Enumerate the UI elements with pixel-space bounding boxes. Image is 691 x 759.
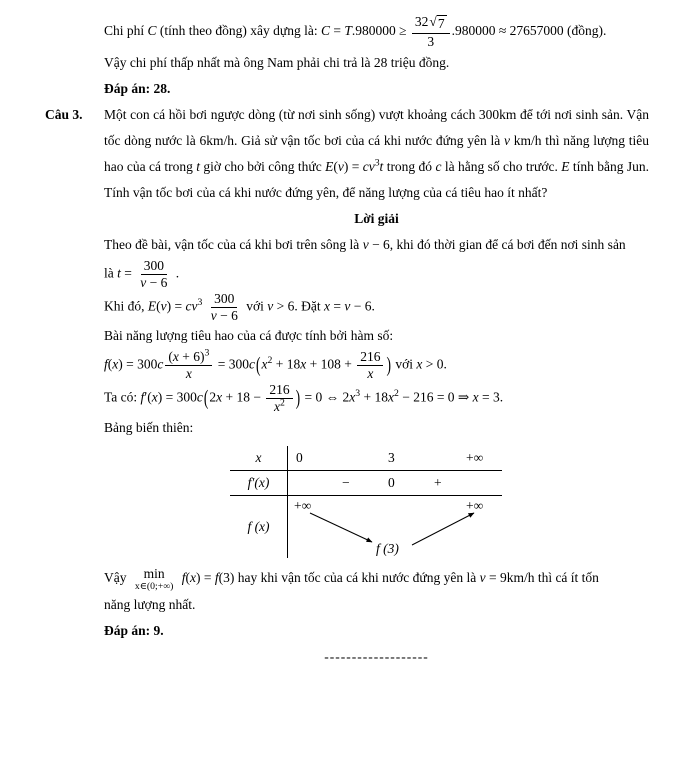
denominator [424,34,437,50]
text-run: + 6) [178,349,205,365]
text-run: 3 [197,296,203,308]
text-run: là hằng số cho trước. [441,158,562,174]
text-run: v [503,132,510,148]
text-run: ) = 300 [118,357,158,372]
text-run: 2 [267,355,273,367]
text-run: t [117,265,121,281]
text-run: x [261,357,268,372]
variation-table [230,446,502,558]
text-run: = 9km/h thì cá ít tốn [485,570,599,586]
text-run: x [274,399,281,415]
text-run: t [379,158,384,174]
question-3-block [45,102,650,206]
text-run: tính bằng Jun. Tính vận tốc bơi của cá khi nước đứng yên, để năng lượng của cá tiêu hao ít nhất? [104,158,650,200]
text-run: với [391,357,417,372]
text-run: Một con cá hồi bơi ngược dòng (từ nơi sinh sống) vượt khoảng cách 300km để tới nơi sinh sản. Vận tốc dòng nước là 6km/h. Giả sử vận tốc bơi của cá khi nước đứng yên là [104,106,649,148]
text-run: = [329,22,345,38]
text-run: x [323,298,330,314]
text-run: v [160,298,167,314]
table-row-f [230,496,502,558]
text-run: Bài năng lượng tiêu hao của cá được tính bởi hàm số: [104,328,394,344]
text-run: 300 [143,257,164,273]
text-run: (tính theo đồng) xây dựng là: [156,22,321,38]
min-conclusion-line-2 [104,592,649,618]
numerator [357,349,383,366]
text-run: 3 [427,33,435,49]
numerator [211,291,237,308]
text-run: − 6. [350,298,375,314]
text-run: 216 [269,382,290,398]
text-run: ′( [144,389,152,405]
text-run: ( [255,352,261,377]
radical-sign-icon: √ [429,14,437,29]
text-run: + 18 [360,389,388,405]
river-speed-line [104,232,649,258]
fraction [357,349,383,382]
fraction [208,291,241,324]
text-run: x [172,349,179,365]
text-run: . [172,265,180,281]
variation-arrows [288,496,502,558]
text-run: 7 [437,16,445,31]
answer-28-line [104,76,649,102]
fraction [137,258,170,291]
table-row-x [230,446,502,471]
text-run: c [196,389,203,405]
f-minimum-value: f (3) [376,541,399,557]
text-run: v [362,236,369,252]
text-run: x [387,389,394,405]
text-run: .980000 ≈ 27657000 (đồng). [451,22,607,38]
text-run: Đáp án: 9. [104,623,164,639]
text-run: = 3. [478,389,504,405]
derivative-line [104,382,649,415]
text-run: x [112,357,119,372]
text-run: năng lượng nhất. [104,597,196,613]
x-value-3: 3 [388,450,395,466]
text-run: với [242,298,268,314]
text-run: v [337,158,344,174]
text-run: 216 [360,349,381,365]
f-limit-left: +∞ [294,498,312,514]
text-run: ( [185,570,191,586]
text-run: ) = [343,158,363,174]
table-row-fprime [230,471,502,496]
text-run: x [472,389,479,405]
text-run: 300 [214,290,235,306]
fprime-sign-minus: − [342,475,350,491]
text-run: Đáp án: 28. [104,80,171,96]
energy-function-intro-line [104,323,649,349]
text-run: x [416,357,423,372]
min-conclusion-line [104,565,649,592]
text-run: (3) hay khi vận tốc của cá khi nước đứng yên là [218,570,480,586]
variation-table-label: Bảng biến thiên: [104,420,194,436]
text-run [202,298,205,313]
text-run: 3 [374,157,380,169]
answer-9-line [104,618,649,644]
text-run: = [120,265,136,281]
text-run: Vậy chi phí thấp nhất mà ông Nam phải chi trả là 28 triệu đồng. [104,54,450,70]
text-run: f [140,389,145,405]
text-run: ( [333,158,338,174]
numerator [141,258,167,275]
text-run: − 6 [216,307,238,323]
text-run: + 18 [272,357,301,372]
x-value-infinity: +∞ [466,450,484,466]
denominator [271,399,288,415]
text-run: x∈(0;+∞) [134,580,174,592]
fprime-zero: 0 [388,475,395,491]
text-run: Chi phí [104,22,148,38]
text-run: ( [168,349,173,365]
table-header-x: x [230,446,288,470]
numerator [266,382,292,399]
numerator [165,349,212,366]
text-run: E [561,158,570,174]
fprime-sign-plus: + [434,475,442,491]
text-run: 2 [280,397,285,409]
text-run: + 108 + [306,357,356,372]
table-x-values [288,446,502,470]
text-run: Khi đó, [104,298,148,314]
table-f-values [288,496,502,558]
text-run: x [190,570,197,586]
solution-heading: Lời giải [354,210,399,226]
increasing-arrow [412,513,474,545]
text-run: c [248,357,255,372]
text-run: ) [386,352,391,377]
text-run: min [143,565,165,581]
numerator [412,14,450,34]
text-run: 3 [204,348,210,360]
text-run: c [157,357,164,372]
text-run: cv [185,298,198,314]
text-run: giờ cho bởi công thức [199,158,326,174]
text-run: c [435,158,442,174]
cost-line [104,14,649,50]
fx-formula-line [104,349,649,382]
text-run: = [329,298,345,314]
text-run: v [344,298,351,314]
text-run: ( [107,357,113,372]
text-run: E [325,158,334,174]
text-run: .980000 ≥ [351,22,410,38]
text-run: ( [156,298,161,314]
text-run: = 300 [214,357,249,372]
time-formula-line [104,258,649,291]
text-run: Ta có: [104,389,141,405]
text-run: v [479,570,486,586]
text-run: x [216,389,223,405]
text-run: ) = [196,570,215,586]
end-divider: ------------------- [324,649,429,665]
denominator [137,275,170,291]
text-run: − 6, khi đó thời gian để cá bơi đến nơi sinh sản [368,236,626,252]
fraction [412,14,450,50]
text-run: − 216 = 0 ⇒ [398,389,473,405]
denominator [208,308,241,324]
denominator [183,366,195,382]
text-run: v [210,307,217,323]
text-run: x [151,389,158,405]
text-run: là [104,265,118,281]
table-header-fprime: f′(x) [230,471,288,495]
text-run: Theo đề bài, vận tốc của cá khi bơi trên sông là [104,236,363,252]
text-run: C [320,22,330,38]
text-run: 3 [355,388,361,400]
text-run: T [344,22,352,38]
text-run: + 18 − [222,389,265,405]
text-run: ) = 300 [157,389,197,405]
text-run: km/h thì năng lượng tiêu hao của cá trong [104,132,649,174]
energy-formula-line [104,291,649,324]
text-run: = 0 ⇔ 2 [301,389,350,405]
text-run: v [140,274,147,290]
text-run: 2 [209,389,217,405]
text-run: x [185,366,192,382]
denominator [132,582,177,593]
x-value-0: 0 [296,450,303,466]
text-run: f [104,357,108,372]
lowest-cost-line [104,50,649,76]
table-header-f: f (x) [230,496,288,558]
text-run: trong đó [383,158,436,174]
text-run: t [196,158,200,174]
text-run: ) = [166,298,186,314]
square-root [429,15,446,33]
text-run: f [214,570,219,586]
f-limit-right: +∞ [466,498,484,514]
question-3-text [104,102,649,206]
text-run: x [300,357,307,372]
fraction [132,566,177,593]
text-run: cv [362,158,375,174]
numerator [141,566,168,582]
text-run: C [147,22,157,38]
text-run: > 0. [422,357,447,372]
text-run: > 6. Đặt [273,298,324,314]
fraction [266,382,292,415]
text-run: 32 [414,14,429,29]
table-fprime-values [288,471,502,495]
question-3-label: Câu 3. [45,106,83,122]
text-run: Vậy [104,570,130,586]
text-run: v [267,298,274,314]
text-run: f [181,570,186,586]
text-run: − 6 [146,274,168,290]
text-run: x [367,366,374,382]
text-run: x [349,389,356,405]
text-run: ) [295,385,301,410]
text-run: E [147,298,157,314]
text-run: 2 [393,388,399,400]
radicand [437,15,447,33]
denominator [364,366,376,382]
text-run: ( [203,385,209,410]
decreasing-arrow [310,513,372,542]
